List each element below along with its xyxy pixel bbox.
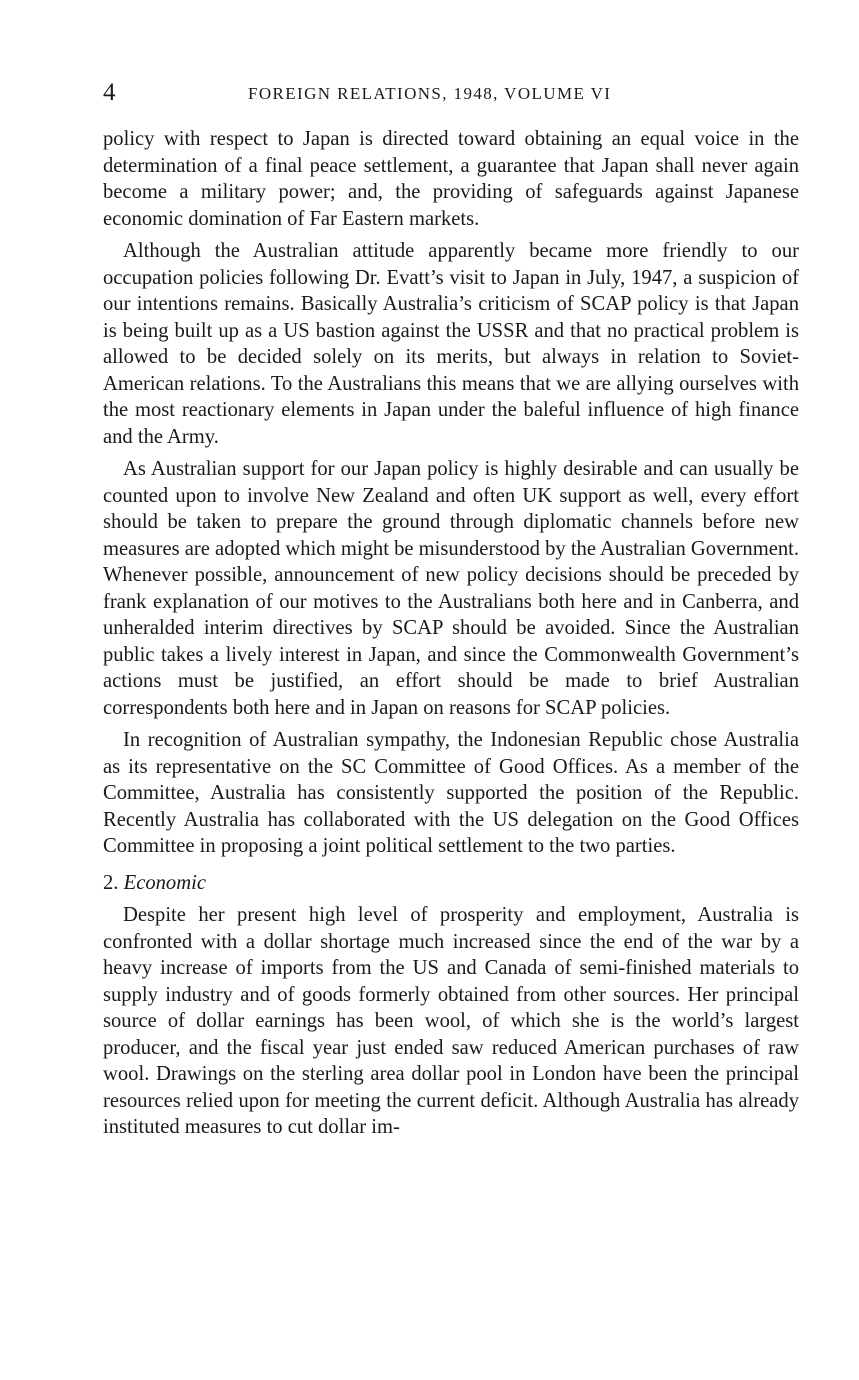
section-number: 2.: [103, 871, 119, 894]
paragraph-indonesian-republic: In recognition of Australian sympathy, the Indonesian Republic chose Australia as its representative on the SC Committee of Good Offices. As a member of the Committee, Australia has consistently supported the position of the Republic. Recently Australia has collaborated with the US delegation on the Good Offices Committee in proposing a joint political settlement to the two parties.: [103, 729, 799, 857]
running-head: [103, 78, 803, 108]
section-heading: [103, 870, 799, 897]
body-text: [103, 126, 799, 1141]
section-title: Economic: [123, 871, 206, 894]
paragraph-australian-attitude: Although the Australian attitude apparently became more friendly to our occupation policies following Dr. Evatt’s visit to Japan in July, 1947, a suspicion of our intentions remains. Basically Australia’s criticism of SCAP policy is that Japan is being built up as a US bastion against the USSR and that no practical problem is allowed to be decided solely on its merits, but always in relation to Soviet-American relations. To the Australians this means that we are allying ourselves with the most reactionary elements in Japan under the baleful influence of high finance and the Army.: [103, 240, 799, 448]
paragraph-economic: Despite her present high level of prosperity and employment, Australia is confronted with a dollar shortage much increased since the end of the war by a heavy increase of imports from the US and Canada of semi-finished materials to supply industry and of goods formerly obtained from other sources. Her principal source of dollar earnings has been wool, of which she is the world’s largest producer, and the fiscal year just ended saw reduced American purchases of raw wool. Drawings on the sterling area dollar pool in London have been the principal resources relied upon for meeting the current deficit. Although Australia has already instituted measures to cut dollar im-: [103, 904, 799, 1138]
running-title: FOREIGN RELATIONS, 1948, VOLUME VI: [248, 84, 612, 103]
paragraph-australian-support: As Australian support for our Japan policy is highly desirable and can usually be counted upon to involve New Zealand and often UK support as well, every effort should be taken to prepare the ground through diplomatic channels before new measures are adopted which might be misunderstood by the Australian Government. Whenever possible, announcement of new policy decisions should be preceded by frank explanation of our motives to the Australians both here and in Canberra, and unheralded interim directives by SCAP should be avoided. Since the Australian public takes a lively interest in Japan, and since the Commonwealth Government’s actions must be justified, an effort should be made to brief Australian correspondents both here and in Japan on reasons for SCAP policies.: [103, 458, 800, 719]
paragraph-continuation: policy with respect to Japan is directed toward obtaining an equal voice in the determination of a final peace settlement, a guarantee that Japan shall never again become a military power; and, the providing of safeguards against Japanese economic domination of Far Eastern markets.: [103, 128, 799, 230]
page-number: 4: [103, 79, 116, 106]
